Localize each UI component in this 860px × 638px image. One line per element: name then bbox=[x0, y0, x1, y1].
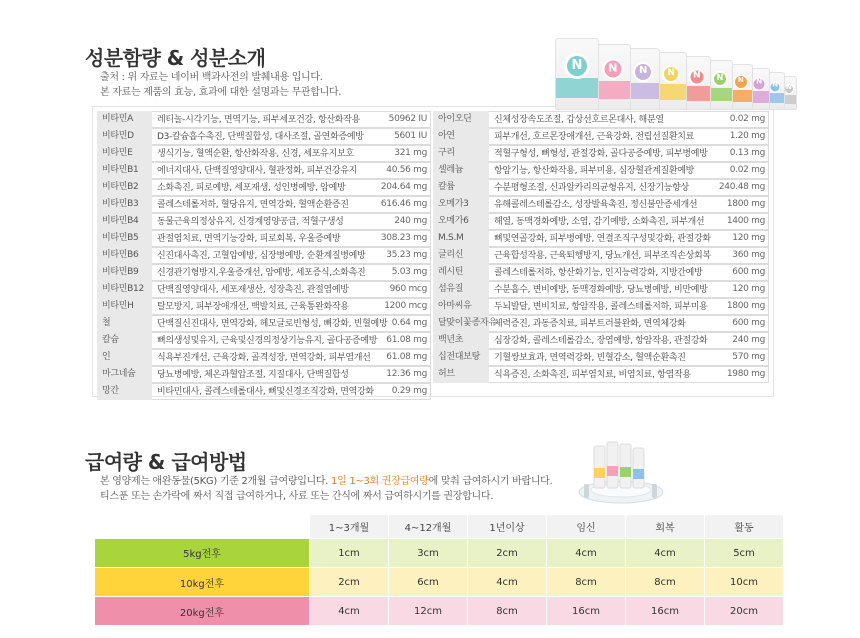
ingredient-description: 레티놀-시각기능, 면역기능, 피부세포건강, 항산화작용 bbox=[152, 111, 431, 128]
ingredient-description: 식욕증진, 소화촉진, 피부염치료, 비염치료, 항염작용 bbox=[489, 366, 769, 383]
ingredient-description: D3-칼슘흡수촉진, 단백질합성, 대사조절, 골연화증예방 bbox=[152, 128, 431, 145]
ingredient-row bbox=[97, 383, 431, 400]
dosage-value: 6cm bbox=[389, 568, 468, 597]
ingredient-name: 아이오딘 bbox=[433, 111, 489, 128]
n-logo-icon: N bbox=[564, 53, 590, 79]
ingredient-row bbox=[433, 349, 769, 366]
ingredient-description: 소화촉진, 피로예방, 세포재생, 성인병예방, 암예방 bbox=[152, 179, 431, 196]
ingredient-row bbox=[97, 230, 431, 247]
ingredient-row bbox=[433, 366, 769, 383]
ingredient-amount: 570 mg bbox=[732, 352, 765, 362]
ingredient-row bbox=[97, 366, 431, 383]
ingredient-amount: 0.29 mg bbox=[391, 386, 427, 396]
ingredient-name: 비타민B12 bbox=[97, 281, 152, 298]
n-logo-icon: N bbox=[753, 78, 766, 91]
ingredient-name: 망간 bbox=[97, 383, 152, 400]
dosage-header-blank bbox=[95, 515, 310, 539]
dosage-header-cell: 활동 bbox=[705, 515, 784, 539]
ingredient-description: 비타민대사, 콜레스테롤대사, 뼈및신경조직강화, 면역강화 bbox=[152, 383, 431, 400]
ingredient-amount: 1.20 mg bbox=[729, 131, 765, 141]
dosage-row-10kg bbox=[95, 568, 784, 597]
ingredient-amount: 0.02 mg bbox=[729, 114, 765, 124]
dosage-value: 4cm bbox=[468, 568, 547, 597]
ingredient-amount: 240 mg bbox=[394, 216, 427, 226]
ingredient-name: M.S.M bbox=[433, 230, 489, 247]
ingredient-name: 백년초 bbox=[433, 332, 489, 349]
dosage-note-text-end: 에 맞춰 급여하시기 바랍니다. bbox=[428, 476, 553, 487]
ingredient-row bbox=[433, 230, 769, 247]
ingredient-row bbox=[97, 315, 431, 332]
ingredient-amount: 1400 mg bbox=[726, 216, 765, 226]
ingredient-row bbox=[433, 196, 769, 213]
dosage-row-20kg bbox=[95, 597, 784, 626]
ingredient-description: 단백질신진대사, 면역강화, 헤모글로빈형성, 뼈강화, 빈혈예방 bbox=[152, 315, 431, 332]
n-logo-icon: N bbox=[633, 62, 653, 82]
tube-color-band bbox=[730, 90, 752, 102]
dosage-value: 4cm bbox=[310, 597, 389, 626]
product-tube bbox=[683, 56, 711, 110]
ingredient-amount: 5601 IU bbox=[394, 131, 427, 141]
ingredient-description: 콜레스테롤저하, 혈당유지, 면역강화, 혈액순환증진 bbox=[152, 196, 431, 213]
ingredient-amount: 600 mg bbox=[732, 318, 765, 328]
ingredient-description: 뼈및연골강화, 피부병예방, 연결조직구성및강화, 관절강화 bbox=[489, 230, 769, 247]
ingredient-name: 비타민B6 bbox=[97, 247, 152, 264]
ingredient-name: 비타민B9 bbox=[97, 264, 152, 281]
ingredient-name: 비타민E bbox=[97, 145, 152, 162]
ingredient-amount: 1800 mg bbox=[726, 301, 765, 311]
ingredient-name: 구리 bbox=[433, 145, 489, 162]
ingredient-description: 기혈쌍보효과, 면역력강화, 빈혈감소, 혈액순환촉진 bbox=[489, 349, 769, 366]
dosage-value: 8cm bbox=[626, 568, 705, 597]
ingredient-description: 콜레스테롤저하, 항산화기능, 인지능력강화, 지방간예방 bbox=[489, 264, 769, 281]
ingredient-description: 관절염치료, 면역기능강화, 피로회복, 우울증예방 bbox=[152, 230, 431, 247]
n-logo-icon: N bbox=[712, 71, 728, 87]
ingredient-amount: 12.36 mg bbox=[386, 369, 427, 379]
ingredient-description: 뼈의생성및유지, 근육및신경의정상기능유지, 골다공증예방 bbox=[152, 332, 431, 349]
ingredient-name: 십전대보탕 bbox=[433, 349, 489, 366]
ingredient-description: 신경관기형방지,우울증개선, 암예방, 세포증식,소화촉진 bbox=[152, 264, 431, 281]
section-title-ingredients: 성분함량 & 성분소개 bbox=[85, 46, 266, 70]
dosage-row-5kg bbox=[95, 539, 784, 568]
dosage-value: 2cm bbox=[310, 568, 389, 597]
ingredient-description: 유해콜레스테롤감소, 성장발육촉진, 정신불안증세개선 bbox=[489, 196, 769, 213]
ingredient-amount: 240.48 mg bbox=[718, 182, 765, 192]
dosage-note-line-1 bbox=[100, 474, 552, 489]
ingredient-row bbox=[433, 111, 769, 128]
ingredient-name: 비타민A bbox=[97, 111, 152, 128]
product-tube bbox=[627, 48, 660, 110]
ingredient-name: 허브 bbox=[433, 366, 489, 383]
ingredient-table bbox=[92, 106, 774, 397]
weight-label: 5kg전후 bbox=[95, 539, 310, 568]
ingredient-name: 비타민B2 bbox=[97, 179, 152, 196]
product-tube bbox=[595, 44, 631, 110]
dosage-value: 8cm bbox=[547, 568, 626, 597]
ingredient-amount: 0.02 mg bbox=[729, 165, 765, 175]
dosage-value: 16cm bbox=[626, 597, 705, 626]
dosage-header-cell: 4~12개월 bbox=[389, 515, 468, 539]
ingredient-amount: 321 mg bbox=[394, 148, 427, 158]
tube-color-band bbox=[556, 78, 598, 98]
ingredient-amount: 61.08 mg bbox=[386, 352, 427, 362]
dosage-note-line-2: 티스푼 또는 손가락에 짜서 직접 급여하거나, 사료 또는 간식에 짜서 급여하시기를 권장합니다. bbox=[100, 491, 494, 502]
dosage-note-text: 본 영양제는 애완동물(5KG) 기준 2개월 급여량입니다. bbox=[100, 476, 332, 487]
weight-label: 10kg전후 bbox=[95, 568, 310, 597]
ingredient-row bbox=[97, 247, 431, 264]
ingredient-row bbox=[97, 213, 431, 230]
ingredient-row bbox=[433, 162, 769, 179]
ingredient-amount: 308.23 mg bbox=[380, 233, 427, 243]
ingredient-name: 아마씨유 bbox=[433, 298, 489, 315]
ingredient-description: 신체성장속도조절, 갑상선호르몬대사, 해분열 bbox=[489, 111, 769, 128]
tube-color-band bbox=[628, 83, 659, 100]
ingredient-row bbox=[97, 111, 431, 128]
n-logo-icon: N bbox=[784, 84, 794, 94]
tube-color-band bbox=[596, 81, 630, 99]
ingredient-row bbox=[433, 298, 769, 315]
ingredient-description: 생식기능, 혈액순환, 항산화작용, 신경, 세포유지보호 bbox=[152, 145, 431, 162]
product-tube bbox=[656, 52, 687, 110]
product-image bbox=[555, 34, 855, 110]
ingredient-amount: 0.64 mg bbox=[391, 318, 427, 328]
ingredient-name: 레시틴 bbox=[433, 264, 489, 281]
dosage-header-cell: 임신 bbox=[547, 515, 626, 539]
ingredient-row bbox=[97, 145, 431, 162]
dosage-header-row bbox=[95, 515, 784, 539]
ingredient-amount: 120 mg bbox=[732, 233, 765, 243]
source-note bbox=[100, 70, 341, 100]
dosage-value: 20cm bbox=[705, 597, 784, 626]
ingredient-row bbox=[97, 196, 431, 213]
ingredient-name: 셀레늄 bbox=[433, 162, 489, 179]
ingredient-row bbox=[433, 145, 769, 162]
ingredient-name: 비타민B5 bbox=[97, 230, 152, 247]
ingredient-amount: 360 mg bbox=[732, 250, 765, 260]
ingredient-row bbox=[433, 315, 769, 332]
ingredient-row bbox=[97, 349, 431, 366]
section-title-dosage: 급여량 & 급여방법 bbox=[85, 450, 247, 474]
ingredient-row bbox=[97, 162, 431, 179]
n-logo-icon: N bbox=[602, 59, 623, 80]
ingredient-name: 마그네슘 bbox=[97, 366, 152, 383]
ingredient-row bbox=[433, 179, 769, 196]
dosage-value: 12cm bbox=[389, 597, 468, 626]
dosage-table bbox=[94, 514, 784, 626]
ingredient-description: 수분흡수, 변비예방, 동맥경화예방, 당뇨병예방, 비만예방 bbox=[489, 281, 769, 298]
ingredient-description: 식욕부진개선, 근육강화, 골격성장, 면역강화, 피부염개선 bbox=[152, 349, 431, 366]
ingredient-name: 비타민B4 bbox=[97, 213, 152, 230]
dosage-note-highlight: 1일 1~3회 권장급여량 bbox=[331, 476, 429, 487]
dosage-header-cell: 1~3개월 bbox=[310, 515, 389, 539]
dosage-value: 4cm bbox=[547, 539, 626, 568]
ingredient-name: 섬유질 bbox=[433, 281, 489, 298]
ingredient-description: 항암기능, 항산화작용, 피부미용, 심장혈관계질환예방 bbox=[489, 162, 769, 179]
dosage-value: 3cm bbox=[389, 539, 468, 568]
ingredient-description: 수분평형조절, 신과알카리의균형유지, 신장기능향상 bbox=[489, 179, 769, 196]
ingredient-amount: 960 mcg bbox=[389, 284, 427, 294]
ingredient-description: 당뇨병예방, 체온과혈압조절, 지질대사, 단백질합성 bbox=[152, 366, 431, 383]
ingredient-amount: 600 mg bbox=[732, 267, 765, 277]
ingredient-description: 동물근육의정상유지, 신경계영양공급, 적혈구생성 bbox=[152, 213, 431, 230]
ingredient-description: 심장강화, 콜레스테롤감소, 장염예방, 항암작용, 관절강화 bbox=[489, 332, 769, 349]
ingredient-row bbox=[97, 128, 431, 145]
ingredient-amount: 1980 mg bbox=[726, 369, 765, 379]
dosage-value: 1cm bbox=[310, 539, 389, 568]
source-note-line-1: 출처 : 위 자료는 네이버 백과사전의 발췌내용 입니다. bbox=[100, 72, 323, 83]
ingredient-amount: 0.13 mg bbox=[729, 148, 765, 158]
ingredient-name: 철 bbox=[97, 315, 152, 332]
ingredient-row bbox=[97, 179, 431, 196]
ingredient-name: 비타민H bbox=[97, 298, 152, 315]
n-logo-icon: N bbox=[770, 81, 781, 92]
ingredient-row bbox=[433, 128, 769, 145]
ingredient-row bbox=[97, 298, 431, 315]
n-logo-icon: N bbox=[662, 65, 680, 83]
dosage-value: 5cm bbox=[705, 539, 784, 568]
ingredient-amount: 240 mg bbox=[732, 335, 765, 345]
product-tube bbox=[555, 38, 599, 110]
ingredient-name: 글리신 bbox=[433, 247, 489, 264]
ingredient-row bbox=[433, 264, 769, 281]
tube-color-band bbox=[684, 86, 710, 101]
dosage-value: 10cm bbox=[705, 568, 784, 597]
dosage-header-cell: 회복 bbox=[626, 515, 705, 539]
dosage-value: 16cm bbox=[547, 597, 626, 626]
ingredient-row bbox=[97, 264, 431, 281]
dosage-header-cell: 1년이상 bbox=[468, 515, 547, 539]
ingredient-name: 비타민D bbox=[97, 128, 152, 145]
food-bowl-image bbox=[576, 440, 666, 506]
ingredient-name: 칼륨 bbox=[433, 179, 489, 196]
ingredient-description: 두뇌발달, 변비치료, 항암작용, 콜레스테롤저하, 피부미용 bbox=[489, 298, 769, 315]
ingredient-amount: 204.64 mg bbox=[380, 182, 427, 192]
dosage-value: 8cm bbox=[468, 597, 547, 626]
ingredient-amount: 35.23 mg bbox=[386, 250, 427, 260]
ingredient-amount: 40.56 mg bbox=[386, 165, 427, 175]
ingredient-description: 해열, 동맥경화예방, 소염, 감기예방, 소화촉진, 피부개선 bbox=[489, 213, 769, 230]
ingredient-name: 달맞이꽃종자유 bbox=[433, 315, 489, 332]
tube-color-band bbox=[657, 84, 686, 100]
tube-color-band bbox=[708, 88, 732, 101]
ingredient-amount: 61.08 mg bbox=[386, 335, 427, 345]
ingredient-row bbox=[433, 247, 769, 264]
ingredient-amount: 1800 mg bbox=[726, 199, 765, 209]
ingredient-row bbox=[433, 332, 769, 349]
ingredient-amount: 50962 IU bbox=[388, 114, 427, 124]
ingredient-row bbox=[97, 332, 431, 349]
n-logo-icon: N bbox=[734, 75, 748, 89]
ingredient-name: 오메가6 bbox=[433, 213, 489, 230]
ingredient-description: 체력증진, 과동증치료, 피부트러블완화, 면역체강화 bbox=[489, 315, 769, 332]
ingredient-row bbox=[97, 281, 431, 298]
ingredient-description: 탈모방지, 피부장애개선, 백발치료, 근육통완화작용 bbox=[152, 298, 431, 315]
ingredient-description: 에너지대사, 단백질영양대사, 혈관정화, 피부건강유지 bbox=[152, 162, 431, 179]
ingredient-description: 피부개선, 호르몬장애개선, 근육강화, 전립선질환치료 bbox=[489, 128, 769, 145]
ingredient-name: 인 bbox=[97, 349, 152, 366]
source-note-line-2: 본 자료는 제품의 효능, 효과에 대한 설명과는 무관합니다. bbox=[100, 87, 342, 98]
ingredient-description: 신진대사촉진, 고혈압예방, 심장병예방, 순환계질병예방 bbox=[152, 247, 431, 264]
ingredient-description: 단백질영양대사, 세포재생산, 성장촉진, 관절염예방 bbox=[152, 281, 431, 298]
dosage-note bbox=[100, 474, 552, 504]
ingredient-amount: 5.03 mg bbox=[391, 267, 427, 277]
ingredient-row bbox=[433, 281, 769, 298]
ingredient-name: 비타민B1 bbox=[97, 162, 152, 179]
ingredient-amount: 1200 mcg bbox=[384, 301, 427, 311]
ingredient-description: 적혈구형성, 뼈형성, 관절강화, 골다공증예방, 피부병예방 bbox=[489, 145, 769, 162]
ingredient-name: 칼슘 bbox=[97, 332, 152, 349]
dosage-value: 4cm bbox=[626, 539, 705, 568]
dosage-value: 2cm bbox=[468, 539, 547, 568]
ingredient-name: 아연 bbox=[433, 128, 489, 145]
ingredient-amount: 616.46 mg bbox=[380, 199, 427, 209]
n-logo-icon: N bbox=[688, 68, 705, 85]
ingredient-name: 비타민B3 bbox=[97, 196, 152, 213]
ingredient-description: 근육합성작용, 근육퇴행방지, 당뇨개선, 피부조직손상회복 bbox=[489, 247, 769, 264]
ingredient-row bbox=[433, 213, 769, 230]
ingredient-name: 오메가3 bbox=[433, 196, 489, 213]
ingredient-amount: 120 mg bbox=[732, 284, 765, 294]
weight-label: 20kg전후 bbox=[95, 597, 310, 626]
